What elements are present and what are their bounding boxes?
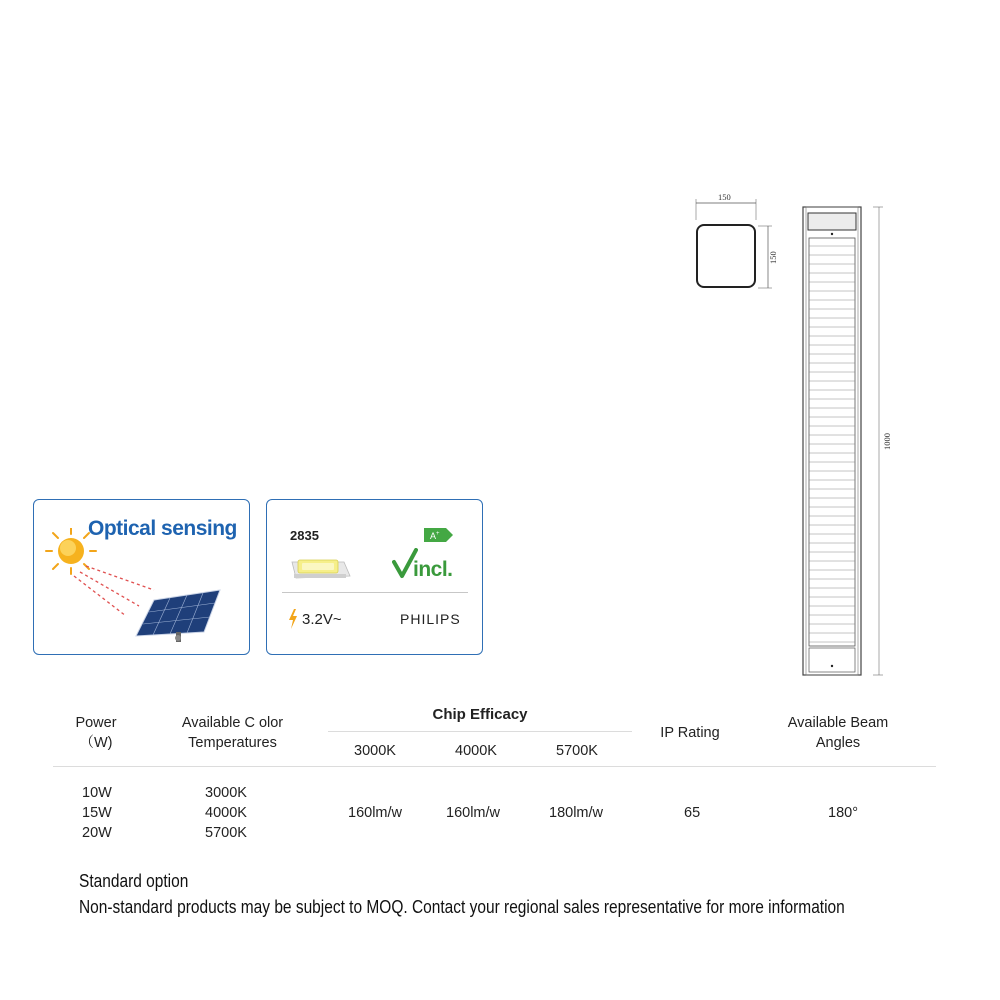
ip-rating-value: 65 [684, 805, 701, 821]
beam-angle-value: 180° [828, 805, 858, 821]
brand-text: PHILIPS [400, 611, 461, 627]
header-beam-angles: Available Beam Angles [787, 715, 889, 751]
efficacy-4000-value: 160lm/w [446, 805, 500, 821]
chip-efficacy-divider [328, 731, 632, 732]
power-values: 10W 15W 20W [82, 785, 112, 841]
height-label: 1000 [882, 433, 892, 450]
table-header-divider [53, 766, 936, 767]
led-card-divider [282, 592, 468, 593]
color-temperature-values: 3000K 4000K 5700K [205, 785, 247, 841]
energy-class-text: A+ [430, 531, 440, 541]
top-cap [808, 213, 856, 230]
header-color-temperatures: Available C olor Temperatures [181, 715, 284, 751]
led-chip-icon [288, 556, 352, 582]
led-chip-code: 2835 [290, 528, 319, 543]
top-depth-label: 150 [768, 251, 778, 264]
top-width-label: 150 [718, 192, 731, 202]
efficacy-5700-value: 180lm/w [549, 805, 603, 821]
included-text: incl. [413, 558, 453, 581]
header-power: Power （W) [75, 715, 117, 751]
sun-solar-panel-icon [44, 528, 234, 648]
non-standard-note: Non-standard products may be subject to MOQ. Contact your regional sales representative for more information [79, 897, 845, 917]
voltage-text: 3.2V~ [302, 611, 342, 628]
optical-sensing-title: Optical sensing [88, 517, 237, 540]
header-chip-efficacy: Chip Efficacy [432, 706, 528, 723]
efficacy-3000-value: 160lm/w [348, 805, 402, 821]
header-efficacy-3000: 3000K [354, 743, 396, 759]
header-ip-rating: IP Rating [660, 725, 720, 741]
header-efficacy-4000: 4000K [455, 743, 497, 759]
top-view-drawing [690, 190, 790, 300]
header-efficacy-5700: 5700K [556, 743, 598, 759]
lightning-icon [288, 609, 298, 629]
top-view-square [697, 225, 755, 287]
standard-option-note: Standard option [79, 871, 189, 891]
